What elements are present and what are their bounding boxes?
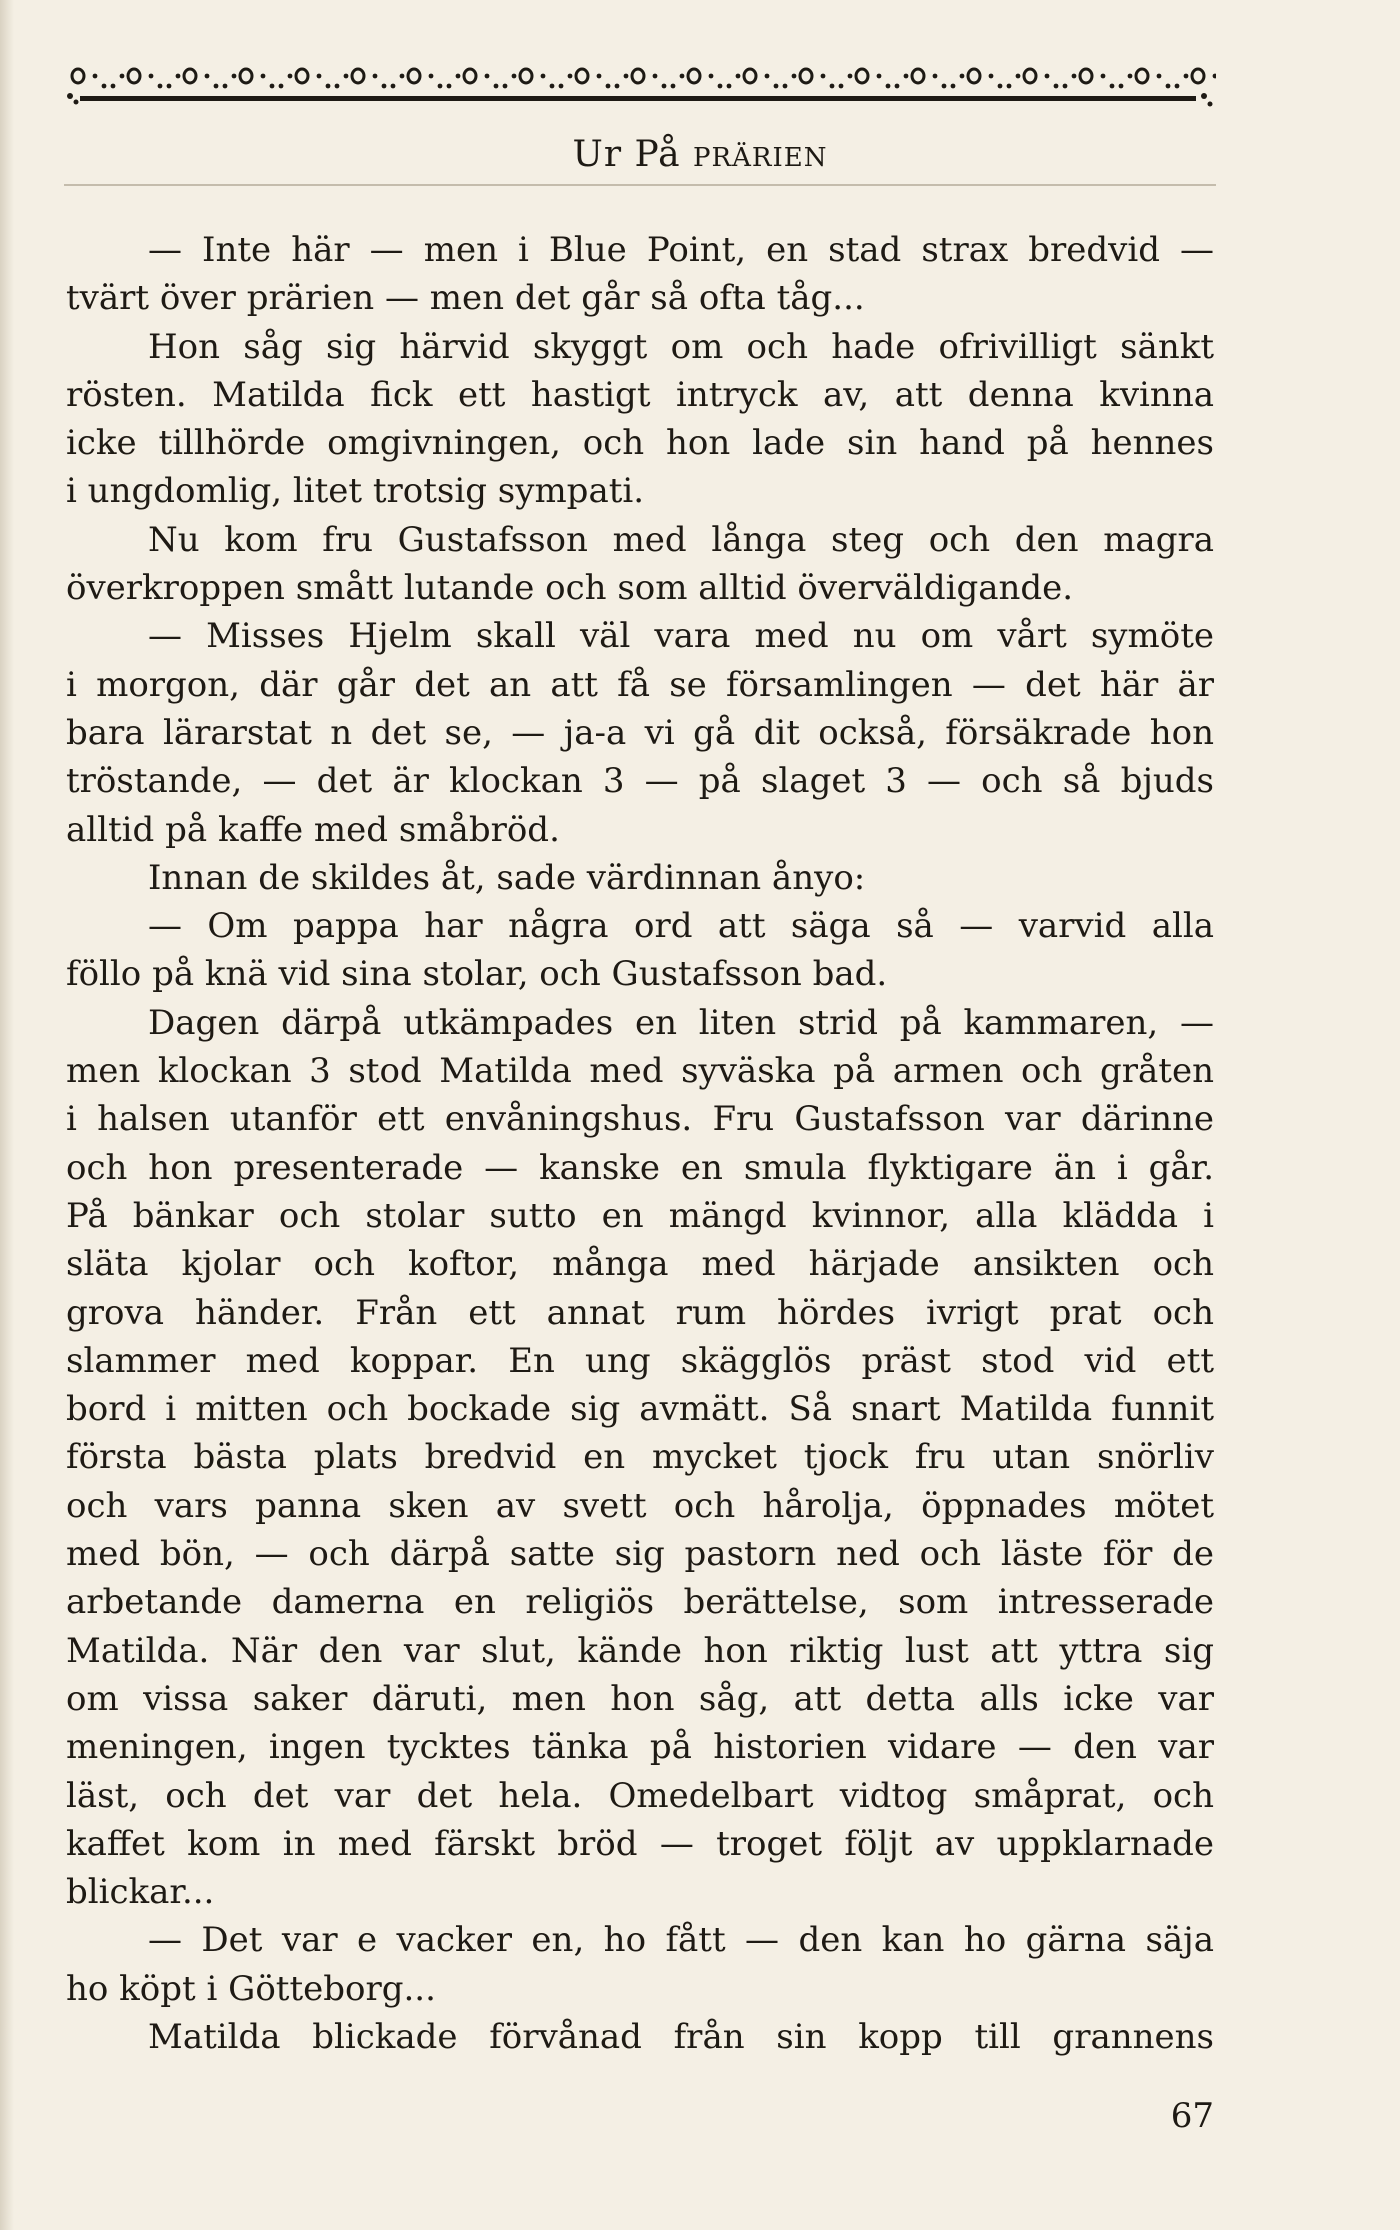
text-line: arbetande damerna en religiös berättelse, som intresserade — [66, 1582, 1214, 1623]
text-line: — Det var e vacker en, ho fått — den kan ho gärna säja — [148, 1920, 1214, 1961]
text-line: kaffet kom in med färskt bröd — troget följt av uppklarnade — [66, 1823, 1214, 1864]
text-line: rösten. Matilda fick ett hastigt intryck av, att denna kvinna — [66, 374, 1214, 415]
text-line: i halsen utanför ett envåningshus. Fru Gustafsson var därinne — [66, 1099, 1214, 1140]
page-edge-shadow — [0, 0, 14, 2230]
text-line: slammer med koppar. En ung skägglös präst stod vid ett — [66, 1340, 1214, 1381]
running-head-word-1: Ur — [572, 134, 623, 175]
text-line: med bön, — och därpå satte sig pastorn ned och läste för de — [66, 1534, 1214, 1575]
text-line: Dagen därpå utkämpades en liten strid på kammaren, — — [148, 1002, 1214, 1043]
text-line: icke tillhörde omgivningen, och hon lade sin hand på hennes — [66, 423, 1214, 464]
text-line: meningen, ingen tycktes tänka på historien vidare — den var — [66, 1727, 1214, 1768]
text-line: — Om pappa har några ord att säga så — varvid alla — [148, 906, 1214, 947]
text-line: i morgon, där går det an att få se församlingen — det här är — [66, 664, 1214, 705]
text-line: tvärt över prärien — men det går så ofta tåg... — [66, 278, 865, 319]
text-line: På bänkar och stolar sutto en mängd kvinnor, alla klädda i — [66, 1195, 1214, 1236]
text-line: — Inte här — men i Blue Point, en stad strax bredvid — — [148, 230, 1214, 270]
running-head — [0, 134, 1400, 175]
body-text — [66, 226, 1214, 2061]
text-line: Matilda blickade förvånad från sin kopp till grannens — [148, 2016, 1214, 2057]
text-line: men klockan 3 stod Matilda med syväska på armen och gråten — [66, 1051, 1214, 1092]
page-number: 67 — [1170, 2096, 1214, 2136]
header-rule — [64, 184, 1216, 186]
text-line: i ungdomlig, litet trotsig sympati. — [66, 471, 645, 512]
text-line: Nu kom fru Gustafsson med långa steg och den magra — [148, 519, 1214, 560]
running-head-word-2: På — [634, 134, 681, 175]
text-line: och hon presenterade — kanske en smula flyktigare än i går. — [66, 1147, 1214, 1188]
text-line: ho köpt i Götteborg... — [66, 1968, 436, 2009]
text-line: bara lärarstat n det se, — ja-a vi gå dit också, försäkrade hon — [66, 712, 1214, 753]
text-line: tröstande, — det är klockan 3 — på slaget 3 — och så bjuds — [66, 761, 1214, 802]
text-line: blickar... — [66, 1872, 215, 1913]
text-line: Hon såg sig härvid skyggt om och hade ofrivilligt sänkt — [148, 326, 1214, 367]
text-line: och vars panna sken av svett och hårolja, öppnades mötet — [66, 1485, 1214, 1526]
text-line: överkroppen smått lutande och som alltid överväldigande. — [66, 568, 1074, 609]
text-line: grova händer. Från ett annat rum hördes ivrigt prat och — [66, 1292, 1214, 1333]
text-line: bord i mitten och bockade sig avmätt. Så snart Matilda funnit — [66, 1389, 1214, 1430]
text-line: första bästa plats bredvid en mycket tjock fru utan snörliv — [66, 1437, 1214, 1478]
text-line: släta kjolar och koftor, många med härjade ansikten och — [66, 1244, 1214, 1285]
text-line: om vissa saker däruti, men hon såg, att detta alls icke var — [66, 1678, 1214, 1719]
text-line: Innan de skildes åt, sade värdinnan ånyo: — [148, 857, 866, 898]
text-line: alltid på kaffe med småbröd. — [66, 809, 560, 850]
text-line: — Misses Hjelm skall väl vara med nu om vårt symöte — [148, 616, 1214, 657]
text-line: läst, och det var det hela. Omedelbart vidtog småprat, och — [66, 1775, 1214, 1816]
running-head-word-3: PRÄRIEN — [693, 143, 828, 173]
text-line: föllo på knä vid sina stolar, och Gustafsson bad. — [66, 954, 888, 995]
ornamental-border — [64, 52, 1216, 112]
text-line: Matilda. När den var slut, kände hon riktig lust att yttra sig — [66, 1630, 1214, 1671]
